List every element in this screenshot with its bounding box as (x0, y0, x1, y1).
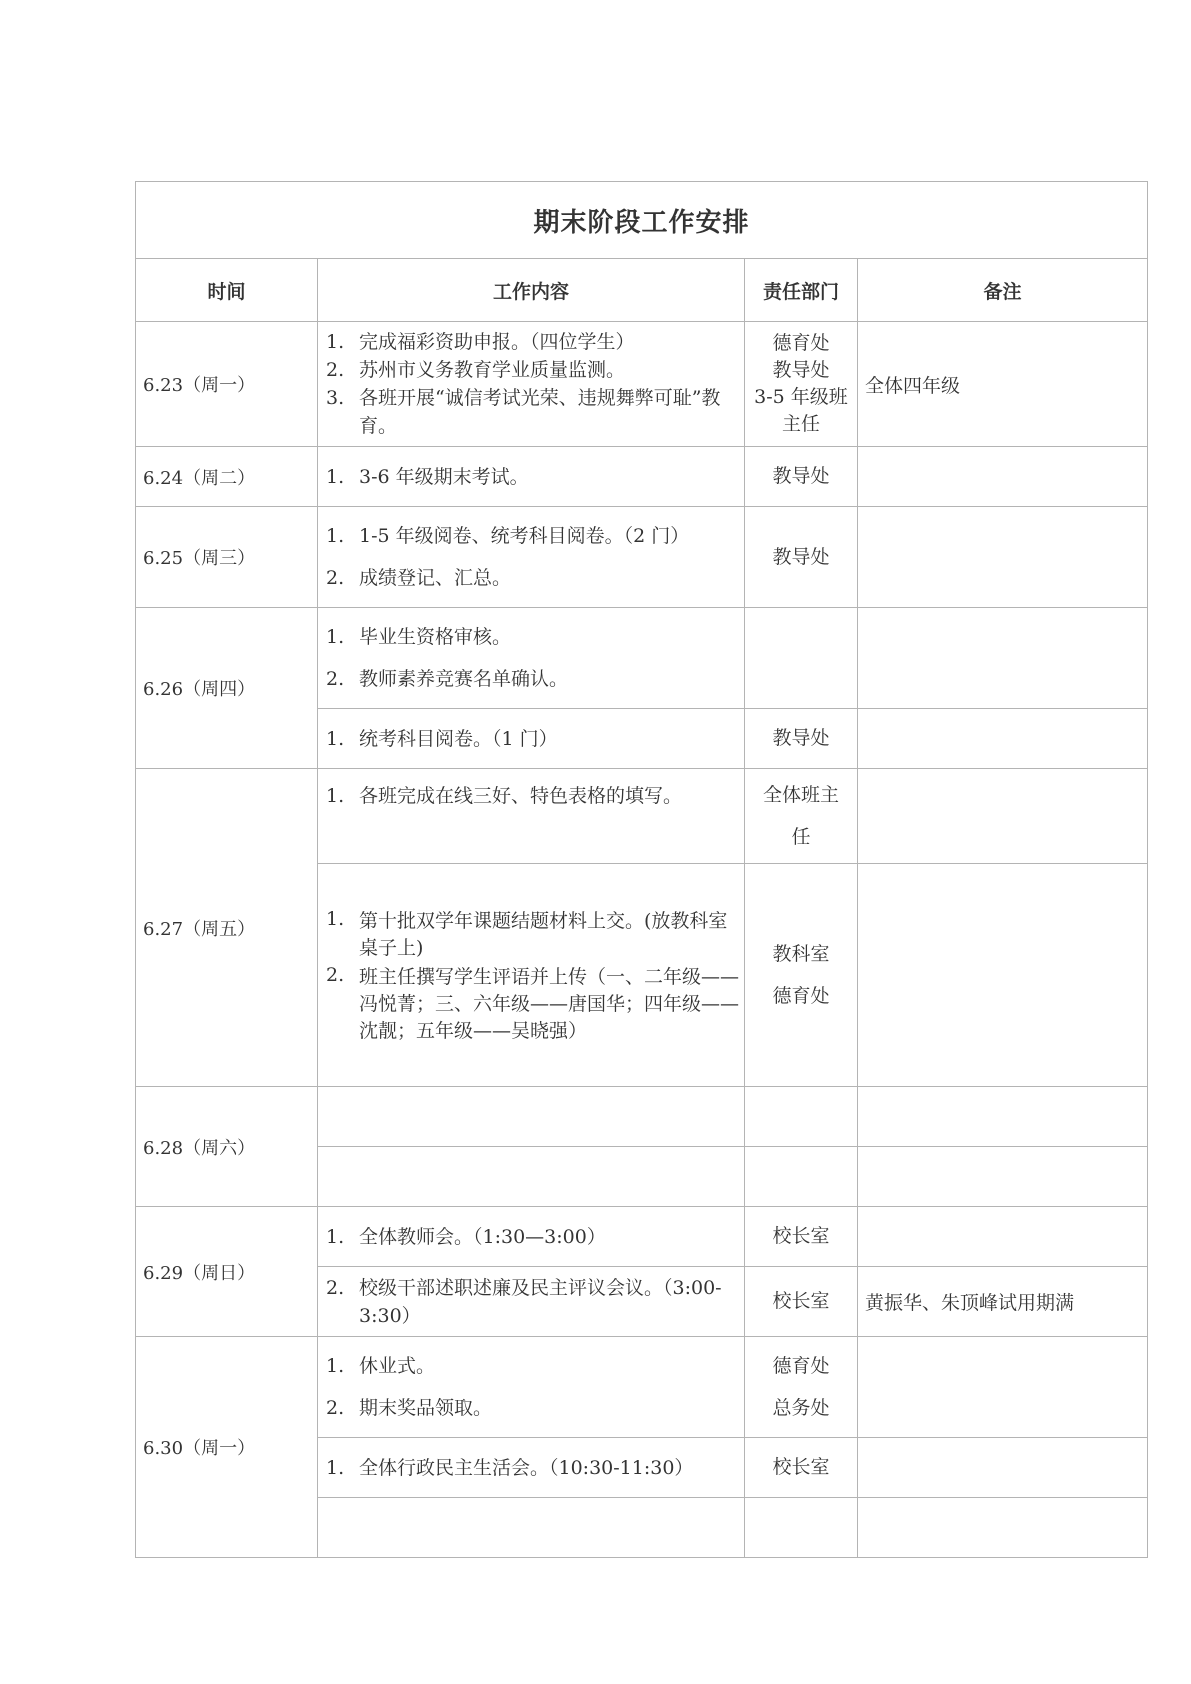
task-text: 班主任撰写学生评语并上传（一、二年级——冯悦菁；三、六年级——唐国华；四年级——沈靓；五年级——吴晓强） (359, 965, 740, 1042)
task-number: 2. (326, 668, 345, 690)
dept-line: 教导处 (772, 727, 830, 749)
task-list (318, 719, 744, 759)
task-list (318, 610, 744, 706)
dept-cell (745, 322, 858, 447)
dept-line: 全体班主 (762, 784, 839, 806)
task-text: 1-5 年级阅卷、统考科目阅卷。（2 门） (359, 525, 690, 547)
note-cell (858, 864, 1148, 1087)
dept-cell (745, 769, 858, 864)
table-row (136, 447, 1148, 507)
dept-cell (745, 1207, 858, 1267)
note-cell (858, 1438, 1148, 1498)
dept-line: 主任 (781, 413, 820, 435)
content-cell (318, 1087, 745, 1147)
dept-cell (745, 608, 858, 709)
content-cell (318, 507, 745, 608)
table-row (136, 322, 1148, 447)
content-cell (318, 1147, 745, 1207)
task-item (326, 616, 740, 658)
content-cell (318, 1337, 745, 1438)
task-item (326, 1274, 740, 1330)
task-item (326, 463, 740, 491)
dept-cell (745, 864, 858, 1087)
task-number: 1. (326, 525, 345, 547)
content-cell (318, 1498, 745, 1558)
dept-line: 教科室 (772, 943, 830, 965)
dept-cell (745, 1337, 858, 1438)
note-cell (858, 1498, 1148, 1558)
task-text: 期末奖品领取。 (359, 1397, 493, 1419)
note-cell (858, 447, 1148, 507)
schedule-table (135, 181, 1148, 1558)
note-cell (858, 1337, 1148, 1438)
note-cell: 全体四年级 (858, 322, 1148, 447)
task-list (318, 900, 744, 1051)
dept-line: 德育处 (772, 985, 830, 1007)
dept-cell (745, 709, 858, 769)
note-cell: 黄振华、朱顶峰试用期满 (858, 1267, 1148, 1337)
dept-cell (745, 1267, 858, 1337)
task-number: 2. (326, 1276, 345, 1299)
task-item (326, 356, 740, 384)
task-text: 成绩登记、汇总。 (359, 567, 512, 589)
dept-cell (745, 447, 858, 507)
task-text: 各班完成在线三好、特色表格的填写。 (359, 785, 683, 807)
dept-line: 教导处 (772, 465, 830, 487)
task-number: 1. (326, 1456, 345, 1479)
date-cell: 6.29（周日） (136, 1207, 318, 1337)
dept-line: 校长室 (772, 1225, 830, 1247)
table-row (136, 608, 1148, 709)
task-list (318, 1217, 744, 1257)
dept-line: 校长室 (772, 1290, 830, 1312)
content-cell (318, 1438, 745, 1498)
dept-line: 3-5 年级班 (754, 386, 848, 408)
task-text: 全体行政民主生活会。（10:30-11:30） (359, 1456, 694, 1479)
task-text: 第十批双学年课题结题材料上交。(放教科室桌子上) (359, 909, 728, 959)
task-item (326, 384, 740, 440)
task-number: 1. (326, 1225, 345, 1248)
content-cell (318, 1267, 745, 1337)
task-number: 1. (326, 907, 345, 930)
task-text: 毕业生资格审核。 (359, 626, 512, 648)
table-row (136, 507, 1148, 608)
task-item (326, 725, 740, 753)
dept-line: 德育处 (772, 1355, 830, 1377)
task-number: 2. (326, 1397, 345, 1419)
task-text: 苏州市义务教育学业质量监测。 (359, 359, 626, 381)
note-cell (858, 709, 1148, 769)
content-cell (318, 769, 745, 864)
header-note: 备注 (858, 259, 1148, 322)
task-number: 3. (326, 387, 345, 409)
task-number: 2. (326, 963, 345, 986)
task-item (326, 658, 740, 700)
date-cell: 6.23（周一） (136, 322, 318, 447)
note-cell (858, 1087, 1148, 1147)
task-list (318, 509, 744, 605)
note-cell (858, 608, 1148, 709)
date-cell: 6.26（周四） (136, 608, 318, 769)
task-item (326, 557, 740, 599)
task-item (326, 1387, 740, 1429)
content-cell (318, 864, 745, 1087)
task-list (318, 322, 744, 446)
header-time: 时间 (136, 259, 318, 322)
dept-cell (745, 1498, 858, 1558)
dept-cell (745, 1087, 858, 1147)
content-cell (318, 608, 745, 709)
task-text: 统考科目阅卷。（1 门） (359, 727, 558, 750)
note-cell (858, 1147, 1148, 1207)
task-item (326, 775, 740, 817)
task-item (326, 1223, 740, 1251)
page-title: 期末阶段工作安排 (136, 182, 1148, 259)
content-cell (318, 1207, 745, 1267)
note-cell (858, 507, 1148, 608)
date-cell: 6.30（周一） (136, 1337, 318, 1558)
date-cell: 6.24（周二） (136, 447, 318, 507)
header-content: 工作内容 (318, 259, 745, 322)
dept-line: 校长室 (772, 1456, 830, 1478)
task-number: 2. (326, 567, 345, 589)
task-list (318, 457, 744, 497)
header-dept: 责任部门 (745, 259, 858, 322)
task-list (318, 1339, 744, 1435)
dept-line: 总务处 (772, 1397, 830, 1419)
task-item (326, 962, 740, 1045)
dept-line: 德育处 (772, 332, 830, 354)
task-item (326, 515, 740, 557)
content-cell (318, 709, 745, 769)
task-text: 完成福彩资助申报。（四位学生） (359, 331, 635, 353)
task-number: 1. (326, 331, 345, 353)
date-cell: 6.27（周五） (136, 769, 318, 1087)
dept-cell (745, 507, 858, 608)
task-number: 1. (326, 465, 345, 488)
task-number: 1. (326, 785, 345, 807)
header-row (136, 259, 1148, 322)
dept-cell (745, 1147, 858, 1207)
date-cell: 6.25（周三） (136, 507, 318, 608)
task-list (318, 1268, 744, 1336)
note-cell (858, 1207, 1148, 1267)
task-list (318, 1448, 744, 1488)
task-number: 1. (326, 727, 345, 750)
task-number: 2. (326, 359, 345, 381)
task-item (326, 906, 740, 962)
table-row (136, 1087, 1148, 1147)
content-cell (318, 447, 745, 507)
task-number: 1. (326, 1355, 345, 1377)
task-text: 校级干部述职述廉及民主评议会议。（3:00-3:30） (359, 1276, 722, 1327)
task-text: 各班开展“诚信考试光荣、违规舞弊可耻”教育。 (359, 387, 721, 437)
dept-cell (745, 1438, 858, 1498)
task-item (326, 1454, 740, 1482)
task-list (318, 769, 744, 823)
task-text: 休业式。 (359, 1355, 436, 1377)
task-number: 1. (326, 626, 345, 648)
dept-line: 教导处 (772, 545, 830, 568)
table-row (136, 769, 1148, 864)
content-cell (318, 322, 745, 447)
date-cell: 6.28（周六） (136, 1087, 318, 1207)
dept-line: 教导处 (772, 359, 830, 381)
table-row (136, 1207, 1148, 1267)
task-text: 教师素养竞赛名单确认。 (359, 668, 569, 690)
task-item (326, 328, 740, 356)
task-text: 全体教师会。（1:30—3:00） (359, 1225, 606, 1248)
table-row (136, 1337, 1148, 1438)
dept-line: 任 (791, 826, 811, 848)
task-text: 3-6 年级期末考试。 (359, 465, 529, 488)
task-item (326, 1345, 740, 1387)
note-cell (858, 769, 1148, 864)
